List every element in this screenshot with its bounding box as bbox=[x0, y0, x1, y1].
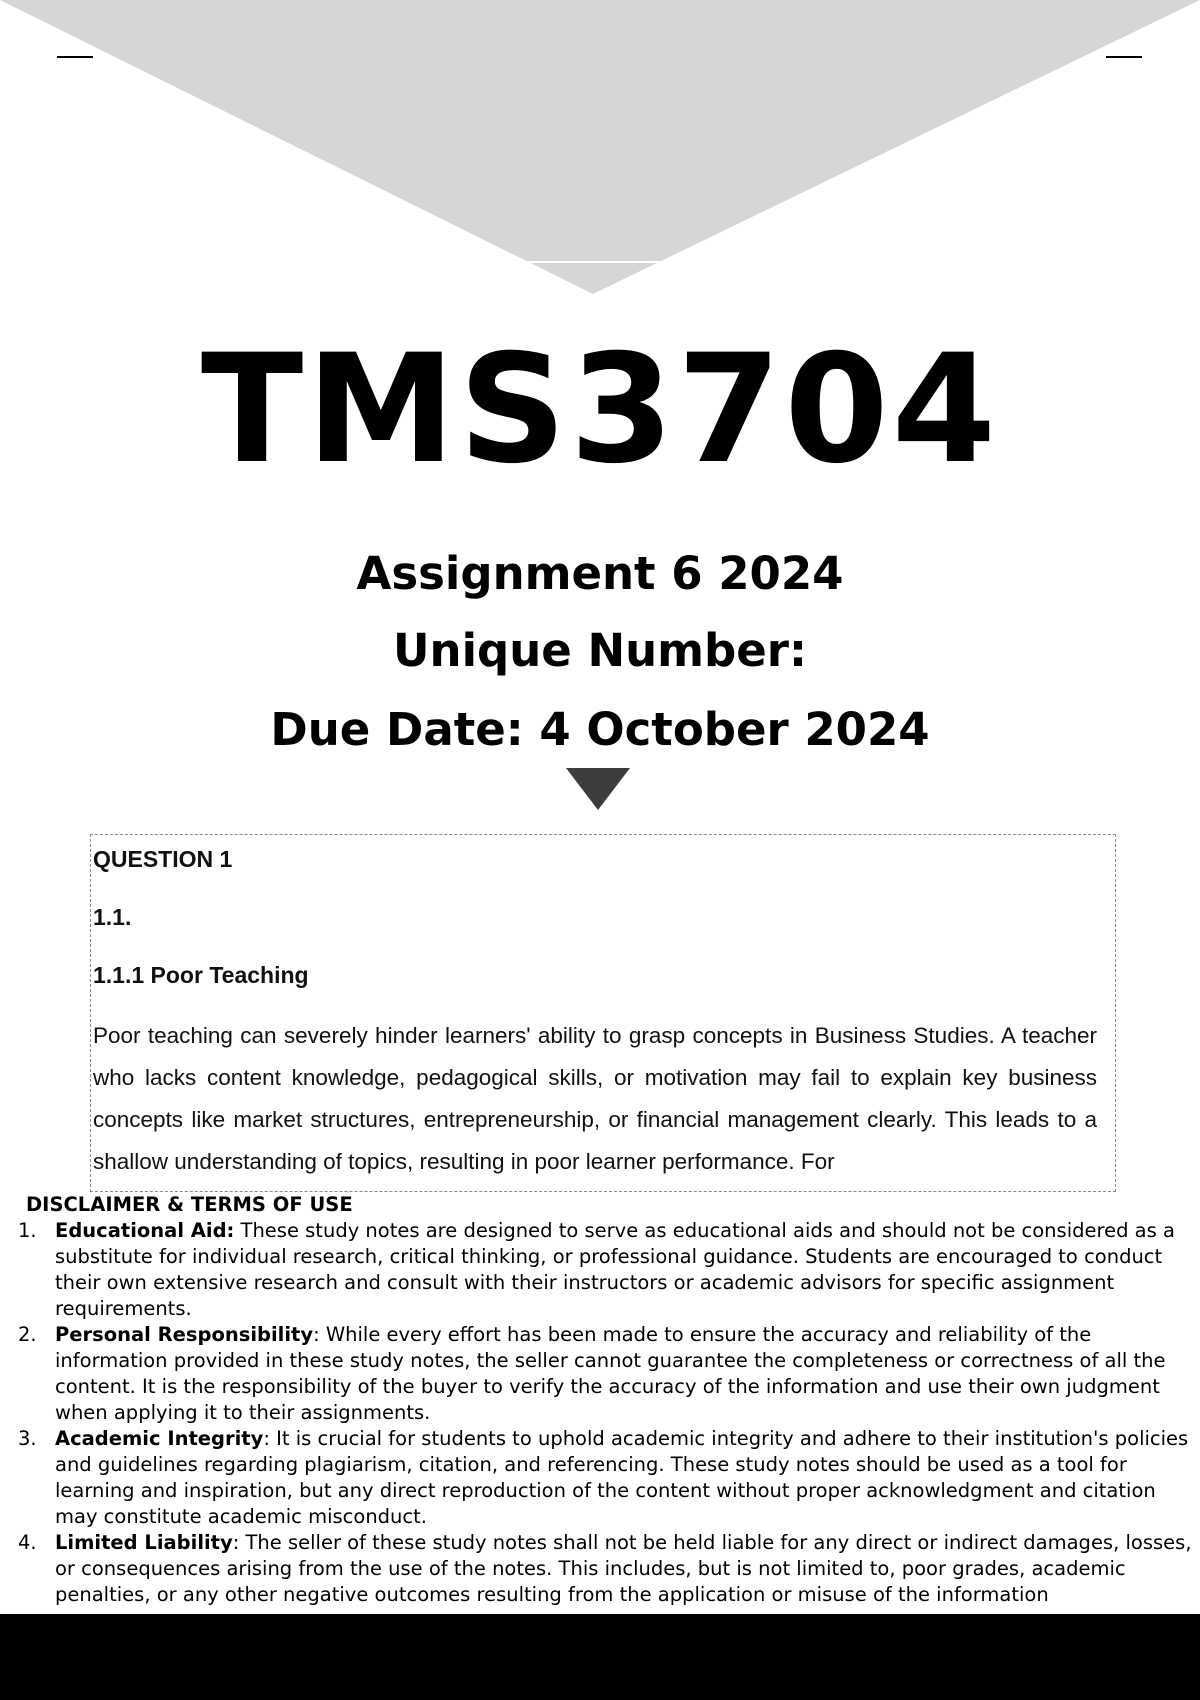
disclaimer-item-term: Educational Aid: bbox=[55, 1219, 235, 1242]
disclaimer-list bbox=[0, 1218, 1200, 1608]
course-code-title: TMS3704 bbox=[200, 323, 1000, 497]
due-date: Due Date: 4 October 2024 bbox=[270, 703, 930, 756]
disclaimer-item-term: Personal Responsibility bbox=[55, 1323, 314, 1346]
viewer-bottom-bar bbox=[0, 1614, 1200, 1700]
subsection-heading: 1.1.1 Poor Teaching bbox=[93, 962, 309, 988]
disclaimer-item-text: These study notes are designed to serve as educational aids and should not be considered as a substitute for individual research, critical thinking, or professional guidance. Students are encouraged to conduct their own extensive research and consult with their instructors or academic advisors for specific assignment requirements. bbox=[55, 1219, 1175, 1320]
assignment-title: Assignment 6 2024 bbox=[356, 547, 844, 600]
disclaimer-item-number: 3. bbox=[18, 1427, 37, 1450]
answer-preview-box bbox=[90, 834, 1116, 1192]
disclaimer-item-number: 2. bbox=[18, 1323, 37, 1346]
corner-rule-right bbox=[1106, 56, 1142, 58]
disclaimer-item bbox=[0, 1322, 1200, 1426]
triangle-down-icon bbox=[566, 768, 630, 810]
header-chevron-banner bbox=[0, 0, 1200, 300]
disclaimer-item-text: : While every effort has been made to ensure the accuracy and reliability of the information provided in these study notes, the seller cannot guarantee the completeness or correctness of all the content. It is the responsibility of the buyer to verify the accuracy of the information and use their own judgment when applying it to their assignments. bbox=[55, 1323, 1166, 1424]
section-heading: 1.1. bbox=[93, 904, 132, 930]
disclaimer-item-text: : The seller of these study notes shall not be held liable for any direct or indirect damages, losses, or consequences arising from the use of the notes. This includes, but is not limited to, poor grades, academic penalties, or any other negative outcomes resulting from the application or misuse of the information bbox=[55, 1531, 1192, 1606]
disclaimer-item-number: 1. bbox=[18, 1219, 37, 1242]
disclaimer-item-text: : It is crucial for students to uphold academic integrity and adhere to their institution's policies and guidelines regarding plagiarism, citation, and referencing. These study notes should be used as a tool for learning and inspiration, but any direct reproduction of the content without proper acknowledgment and citation may constitute academic misconduct. bbox=[55, 1427, 1189, 1528]
question-heading: QUESTION 1 bbox=[93, 846, 233, 872]
disclaimer-item bbox=[0, 1530, 1200, 1608]
disclaimer-section bbox=[0, 1192, 1200, 1608]
disclaimer-item bbox=[0, 1426, 1200, 1530]
disclaimer-item-term: Limited Liability bbox=[55, 1531, 233, 1554]
disclaimer-item bbox=[0, 1218, 1200, 1322]
disclaimer-item-number: 4. bbox=[18, 1531, 37, 1554]
corner-rule-left bbox=[57, 56, 93, 58]
answer-paragraph: Poor teaching can severely hinder learners' ability to grasp concepts in Business Studies. A teacher who lacks content knowledge, pedagogical skills, or motivation may fail to explain key business concepts like market structures, entrepreneurship, or financial management clearly. This leads to a shallow understanding of topics, resulting in poor learner performance. For bbox=[93, 1023, 1097, 1174]
disclaimer-item-term: Academic Integrity bbox=[55, 1427, 264, 1450]
unique-number-label: Unique Number: bbox=[393, 624, 807, 677]
disclaimer-title: DISCLAIMER & TERMS OF USE bbox=[26, 1193, 353, 1216]
